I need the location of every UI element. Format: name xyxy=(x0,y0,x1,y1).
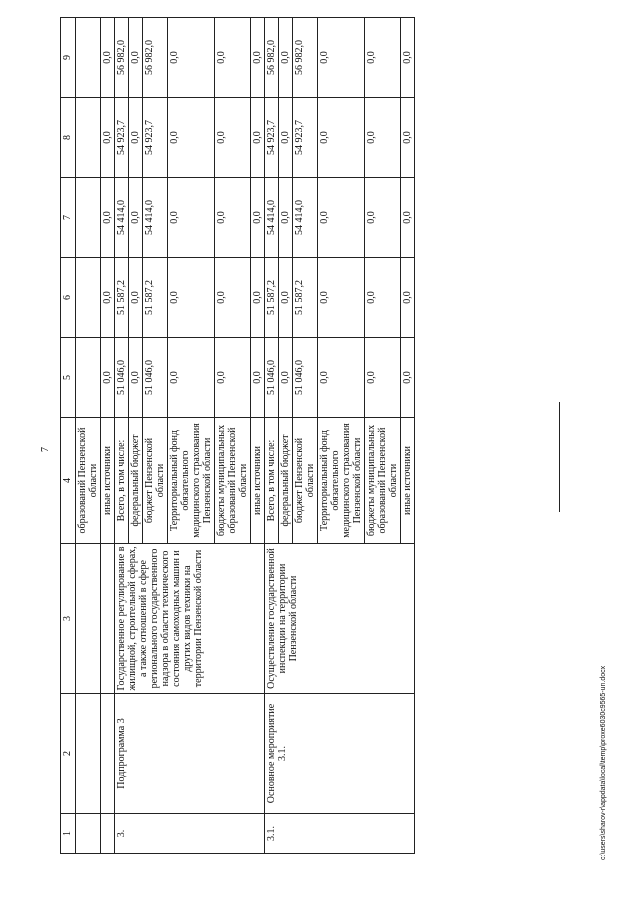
value-cell-v9: 0,0 xyxy=(365,18,401,98)
column-header-5: 5 xyxy=(61,338,76,418)
program-name-cell: Основное мероприятие 3.1. xyxy=(265,694,415,814)
table-row xyxy=(101,18,115,854)
funding-source-cell: Всего, в том числе: xyxy=(115,418,129,544)
value-cell-v8: 54 923,7 xyxy=(293,98,318,178)
column-header-6: 6 xyxy=(61,258,76,338)
budget-table xyxy=(60,17,415,854)
value-cell-v6: 0,0 xyxy=(401,258,415,338)
value-cell-v7: 0,0 xyxy=(101,178,115,258)
value-cell-v7: 0,0 xyxy=(318,178,365,258)
value-cell-v7: 0,0 xyxy=(401,178,415,258)
value-cell-v6: 51 587,2 xyxy=(143,258,168,338)
value-cell-v9 xyxy=(76,18,101,98)
value-cell-v7: 0,0 xyxy=(251,178,265,258)
value-cell-v5 xyxy=(76,338,101,418)
program-description-cell xyxy=(76,544,101,694)
value-cell-v9: 0,0 xyxy=(168,18,215,98)
value-cell-v7: 54 414,0 xyxy=(293,178,318,258)
value-cell-v8: 0,0 xyxy=(401,98,415,178)
program-description-cell xyxy=(101,544,115,694)
row-number-cell xyxy=(76,814,101,854)
page-number: 7 xyxy=(40,447,51,452)
value-cell-v9: 0,0 xyxy=(215,18,251,98)
program-name-cell xyxy=(101,694,115,814)
value-cell-v6: 0,0 xyxy=(279,258,293,338)
program-name-cell xyxy=(76,694,101,814)
value-cell-v9: 56 982,0 xyxy=(143,18,168,98)
table-row xyxy=(115,18,129,854)
funding-source-cell: бюджет Пензенской области xyxy=(143,418,168,544)
funding-source-cell: Всего, в том числе: xyxy=(265,418,279,544)
value-cell-v5: 51 046,0 xyxy=(265,338,279,418)
value-cell-v5: 51 046,0 xyxy=(115,338,129,418)
value-cell-v8: 0,0 xyxy=(318,98,365,178)
rotated-table-container xyxy=(60,14,620,854)
value-cell-v7: 0,0 xyxy=(168,178,215,258)
value-cell-v6: 0,0 xyxy=(129,258,143,338)
value-cell-v5: 51 046,0 xyxy=(143,338,168,418)
value-cell-v7: 54 414,0 xyxy=(143,178,168,258)
column-header-1: 1 xyxy=(61,814,76,854)
value-cell-v9: 56 982,0 xyxy=(115,18,129,98)
funding-source-cell: федеральный бюджет xyxy=(129,418,143,544)
value-cell-v9: 56 982,0 xyxy=(265,18,279,98)
value-cell-v5: 0,0 xyxy=(401,338,415,418)
value-cell-v7 xyxy=(76,178,101,258)
value-cell-v6: 0,0 xyxy=(318,258,365,338)
funding-source-cell: бюджет Пензенской области xyxy=(293,418,318,544)
value-cell-v6: 0,0 xyxy=(215,258,251,338)
value-cell-v9: 0,0 xyxy=(401,18,415,98)
value-cell-v9: 0,0 xyxy=(251,18,265,98)
value-cell-v8: 0,0 xyxy=(251,98,265,178)
value-cell-v8: 54 923,7 xyxy=(115,98,129,178)
column-header-4: 4 xyxy=(61,418,76,544)
value-cell-v5: 0,0 xyxy=(251,338,265,418)
column-header-2: 2 xyxy=(61,694,76,814)
funding-source-cell: иные источники xyxy=(101,418,115,544)
value-cell-v7: 54 414,0 xyxy=(115,178,129,258)
footer-file-path: c:\users\sharov-r\appdata\local\temp\proxe6030c9565-un.docx xyxy=(600,665,607,860)
table-row xyxy=(265,18,279,854)
value-cell-v7: 54 414,0 xyxy=(265,178,279,258)
funding-source-cell: бюджеты муниципальных образований Пензенской области xyxy=(215,418,251,544)
funding-source-cell: федеральный бюджет xyxy=(279,418,293,544)
value-cell-v8: 0,0 xyxy=(365,98,401,178)
table-body xyxy=(76,18,415,854)
value-cell-v5: 0,0 xyxy=(168,338,215,418)
funding-source-cell: бюджеты муниципальных образований Пензенской области xyxy=(365,418,401,544)
value-cell-v6: 0,0 xyxy=(101,258,115,338)
value-cell-v7: 0,0 xyxy=(279,178,293,258)
funding-source-cell: Территориальный фонд обязательного медицинского страхования Пензенской области xyxy=(318,418,365,544)
value-cell-v8: 0,0 xyxy=(101,98,115,178)
funding-source-cell: образований Пензенской области xyxy=(76,418,101,544)
value-cell-v8: 0,0 xyxy=(168,98,215,178)
column-header-3: 3 xyxy=(61,544,76,694)
value-cell-v9: 56 982,0 xyxy=(293,18,318,98)
value-cell-v7: 0,0 xyxy=(365,178,401,258)
value-cell-v5: 0,0 xyxy=(129,338,143,418)
program-description-cell: Осуществление государственной инспекции на территории Пензенской области xyxy=(265,544,415,694)
program-name-cell: Подпрограмма 3 xyxy=(115,694,265,814)
value-cell-v5: 51 046,0 xyxy=(293,338,318,418)
value-cell-v9: 0,0 xyxy=(279,18,293,98)
value-cell-v5: 0,0 xyxy=(365,338,401,418)
value-cell-v6: 0,0 xyxy=(365,258,401,338)
row-number-cell: 3.1. xyxy=(265,814,415,854)
funding-source-cell: Территориальный фонд обязательного медицинского страхования Пензенской области xyxy=(168,418,215,544)
value-cell-v7: 0,0 xyxy=(215,178,251,258)
value-cell-v6: 0,0 xyxy=(168,258,215,338)
value-cell-v6: 51 587,2 xyxy=(265,258,279,338)
column-header-8: 8 xyxy=(61,98,76,178)
value-cell-v5: 0,0 xyxy=(215,338,251,418)
value-cell-v9: 0,0 xyxy=(101,18,115,98)
value-cell-v8: 0,0 xyxy=(215,98,251,178)
table-row xyxy=(76,18,101,854)
value-cell-v6 xyxy=(76,258,101,338)
funding-source-cell: иные источники xyxy=(251,418,265,544)
column-header-9: 9 xyxy=(61,18,76,98)
column-header-7: 7 xyxy=(61,178,76,258)
header-row xyxy=(61,18,76,854)
value-cell-v9: 0,0 xyxy=(129,18,143,98)
value-cell-v9: 0,0 xyxy=(318,18,365,98)
row-number-cell xyxy=(101,814,115,854)
funding-source-cell: иные источники xyxy=(401,418,415,544)
row-number-cell: 3. xyxy=(115,814,265,854)
value-cell-v6: 51 587,2 xyxy=(115,258,129,338)
value-cell-v6: 0,0 xyxy=(251,258,265,338)
value-cell-v8: 54 923,7 xyxy=(143,98,168,178)
value-cell-v8 xyxy=(76,98,101,178)
value-cell-v8: 54 923,7 xyxy=(265,98,279,178)
value-cell-v6: 51 587,2 xyxy=(293,258,318,338)
value-cell-v5: 0,0 xyxy=(101,338,115,418)
value-cell-v7: 0,0 xyxy=(129,178,143,258)
value-cell-v5: 0,0 xyxy=(318,338,365,418)
value-cell-v5: 0,0 xyxy=(279,338,293,418)
value-cell-v8: 0,0 xyxy=(129,98,143,178)
program-description-cell: Государственное регулирование в жилищной, строительной сферах, а также отношений в сфере регионального государственного надзора в области технического состояния самоходных машин и других видов техники на территории Пензенской области xyxy=(115,544,265,694)
value-cell-v8: 0,0 xyxy=(279,98,293,178)
